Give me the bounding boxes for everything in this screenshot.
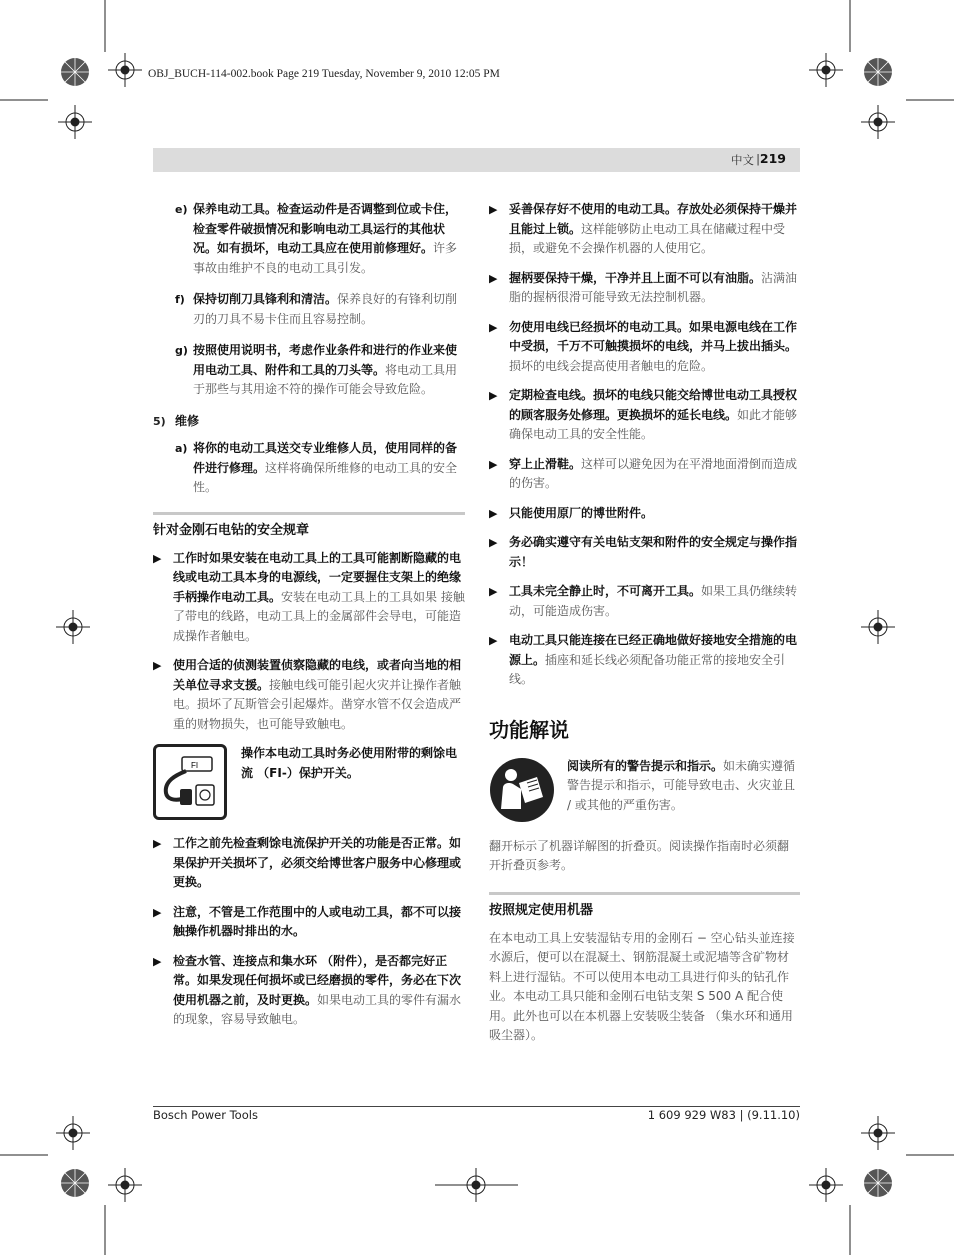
fi-label: FI (191, 761, 199, 770)
list-item-a (153, 439, 465, 498)
item-normal-text: 损坏的电线会提高使用者触电的危险。 (509, 358, 714, 373)
header-separator: | (756, 152, 760, 166)
left-column (153, 200, 465, 1040)
item-marker: g) (175, 344, 188, 357)
item-normal-text: 这样将确保所维修的电动工具的安全性。 (193, 460, 458, 494)
item-normal-text: 这样可以避免因为在平滑地面滑倒而造成的伤害。 (509, 456, 798, 490)
list-item-e (153, 200, 465, 278)
section-divider (153, 512, 465, 515)
right-column (489, 200, 800, 1046)
bullet-arrow-icon: ▶ (489, 271, 498, 285)
section-5-heading (153, 412, 465, 432)
section-marker: 5) (153, 414, 166, 428)
item-normal-text: 这样能够防止电动工具在储藏过程中受损，或避免不会操作机器的人使用它。 (509, 221, 786, 255)
item-bold-text: 妥善保存好不使用的电动工具。存放处必须保持干燥并且能过上锁。 (509, 202, 798, 236)
fi-notice-text: 操作本电动工具时务必使用附带的剩馀电流 （FI-）保护开关。 (241, 746, 458, 780)
warning-normal-text: 如未确实遵循警告提示和指示，可能导致电击、火灾並且 / 或其他的严重伤害。 (567, 758, 796, 812)
bullet-arrow-icon: ▶ (153, 837, 162, 850)
section-title: 维修 (175, 413, 200, 428)
item-bold-text: 检查水管、连接点和集水环 （附件），是否都完好正常。如果发现任何损坏或已经磨损的零件，务必在下次使用机器之前，及时更换。 (173, 953, 462, 1007)
read-manual-warning (489, 757, 800, 823)
footer-divider (153, 1106, 800, 1107)
item-bold-text: 工具未完全静止时，不可离开工具。 (509, 584, 702, 598)
item-bold-text: 勿使用电线已经损坏的电动工具。如果电源电线在工作中受损，千万不可触摸损坏的电线，并马上拔出插头。 (509, 319, 798, 353)
item-bold-text: 使用合适的侦测装置侦察隐藏的电线，或者向当地的相关单位寻求支援。 (173, 658, 462, 692)
bullet-arrow-icon: ▶ (153, 659, 162, 672)
item-normal-text: 沾满油脂的握柄很滑可能导致无法控制机器。 (509, 270, 798, 304)
bullet-item (489, 504, 800, 524)
bullet-arrow-icon: ▶ (489, 536, 498, 549)
fi-switch-notice (153, 744, 465, 820)
bullet-item (489, 533, 800, 572)
intended-use-text: 在本电动工具上安装湿钻专用的金刚石 − 空心钻头並连接水源后，便可以在混凝土、钢筋混凝土或泥墙等含矿物材料上进行湿钻。不可以使用本电动工具进行仰头的钻孔作业。本电动工具只能和金刚石电钻支架 S 500 A 配合使用。此外也可以在本机器上安装吸尘装备 （集水环和通用吸尘器）。 (489, 930, 795, 1042)
bullet-item (153, 656, 465, 734)
safety-section-title: 针对金刚石电钻的安全规章 (153, 522, 310, 538)
bullet-arrow-icon: ▶ (489, 389, 498, 402)
item-bold-text: 工作时如果安装在电动工具上的工具可能割断隐藏的电线或电动工具本身的电源线，一定要握住支架上的绝缘手柄操作电动工具。 (173, 550, 462, 604)
page-header (153, 148, 800, 172)
list-item-g (153, 341, 465, 400)
bullet-item (489, 318, 800, 377)
bullet-item (489, 386, 800, 445)
item-bold-text: 务必确实遵守有关电钻支架和附件的安全规定与操作指示！ (509, 535, 798, 569)
item-normal-text: 如果工具仍继续转动，可能造成伤害。 (509, 584, 798, 618)
bullet-arrow-icon: ▶ (489, 634, 498, 647)
bullet-arrow-icon: ▶ (153, 905, 162, 919)
item-normal-text: 如果电动工具的零件有漏水的现象，容易导致触电。 (173, 992, 462, 1026)
fi-switch-icon (153, 744, 227, 820)
bullet-arrow-icon: ▶ (489, 457, 498, 471)
item-bold-text: 工作之前先检查剩馀电流保护开关的功能是否正常。如果保护开关损坏了，必须交给博世客户服务中心修理或更换。 (173, 836, 462, 889)
item-bold-text: 注意，不管是工作范围中的人或电动工具，都不可以接触操作机器时排出的水。 (173, 904, 462, 938)
item-marker: f) (175, 293, 185, 306)
bullet-arrow-icon: ▶ (489, 320, 498, 334)
intended-use-title: 按照规定使用机器 (489, 902, 594, 918)
item-bold-text: 保持切削刀具锋利和清洁。 (193, 292, 338, 306)
bullet-item (153, 834, 465, 893)
bullet-arrow-icon: ▶ (489, 585, 498, 598)
function-section-title: 功能解说 (489, 717, 569, 742)
item-normal-text: 接触电线可能引起火灾并让操作者触电。损坏了瓦斯管会引起爆炸。凿穿水管不仅会造成严重的财物损失，也可能导致触电。 (173, 677, 462, 731)
page-number: 219 (759, 151, 786, 166)
bullet-item (489, 631, 800, 690)
section-divider (489, 892, 800, 895)
item-bold-text: 将你的电动工具送交专业维修人员，使用同样的备件进行修理。 (193, 441, 458, 475)
item-bold-text: 握柄要保持干燥，干净并且上面不可以有油脂。 (509, 270, 762, 285)
item-bold-text: 电动工具只能连接在已经正确地做好接地安全措施的电源上。 (509, 633, 798, 667)
item-normal-text: 许多事故由维护不良的电动工具引发。 (193, 241, 458, 275)
item-normal-text: 如此才能够确保电动工具的安全性能。 (509, 407, 798, 441)
item-bold-text: 只能使用原厂的博世附件。 (509, 505, 654, 520)
footer-doc-number: 1 609 929 W83 | (9.11.10) (647, 1108, 800, 1122)
bullet-item (489, 455, 800, 494)
read-manual-icon (489, 757, 555, 823)
warning-bold-text: 阅读所有的警告提示和指示。 (567, 758, 724, 773)
item-bold-text: 保养电动工具。检查运动件是否调整到位或卡住，检查零件破损情况和影响电动工具运行的其他状况。如有损坏，电动工具应在使用前修理好。 (193, 202, 458, 255)
item-normal-text: 保养良好的有锋利切削刃的刀具不易卡住而且容易控制。 (193, 292, 458, 326)
bullet-item (153, 549, 465, 647)
bullet-item (153, 952, 465, 1030)
bullet-arrow-icon: ▶ (153, 551, 162, 565)
bullet-arrow-icon: ▶ (489, 203, 498, 216)
item-normal-text: 将电动工具用于那些与其用途不符的操作可能会导致危险。 (193, 362, 458, 396)
bullet-item (489, 200, 800, 259)
bullet-item (489, 582, 800, 621)
fold-page-note: 翻开标示了机器详解图的折叠页。阅读操作指南时必须翻开折叠页参考。 (489, 838, 790, 872)
item-bold-text: 定期检查电线。损坏的电线只能交给博世电动工具授权的顾客服务处修理。更换损坏的延长电线。 (509, 388, 798, 422)
item-normal-text: 插座和延长线必须配备功能正常的接地安全引线。 (509, 652, 786, 686)
bullet-item (153, 903, 465, 942)
footer-brand: Bosch Power Tools (153, 1108, 258, 1122)
item-bold-text: 按照使用说明书，考虑作业条件和进行的作业来使用电动工具、附件和工具的刀头等。 (193, 343, 458, 377)
bullet-arrow-icon: ▶ (489, 506, 498, 520)
item-bold-text: 穿上止滑鞋。 (509, 456, 582, 471)
item-normal-text: 安装在电动工具上的工具如果 接触了带电的线路，电动工具上的金属部件会导电，可能造成操作者触电。 (173, 589, 465, 643)
print-slug: OBJ_BUCH-114-002.book Page 219 Tuesday, November 9, 2010 12:05 PM (148, 68, 500, 80)
item-marker: a) (175, 442, 188, 455)
list-item-f (153, 290, 465, 329)
bullet-arrow-icon: ▶ (153, 954, 162, 968)
item-marker: e) (175, 203, 188, 216)
header-language: 中文 (731, 153, 754, 167)
bullet-item (489, 269, 800, 308)
